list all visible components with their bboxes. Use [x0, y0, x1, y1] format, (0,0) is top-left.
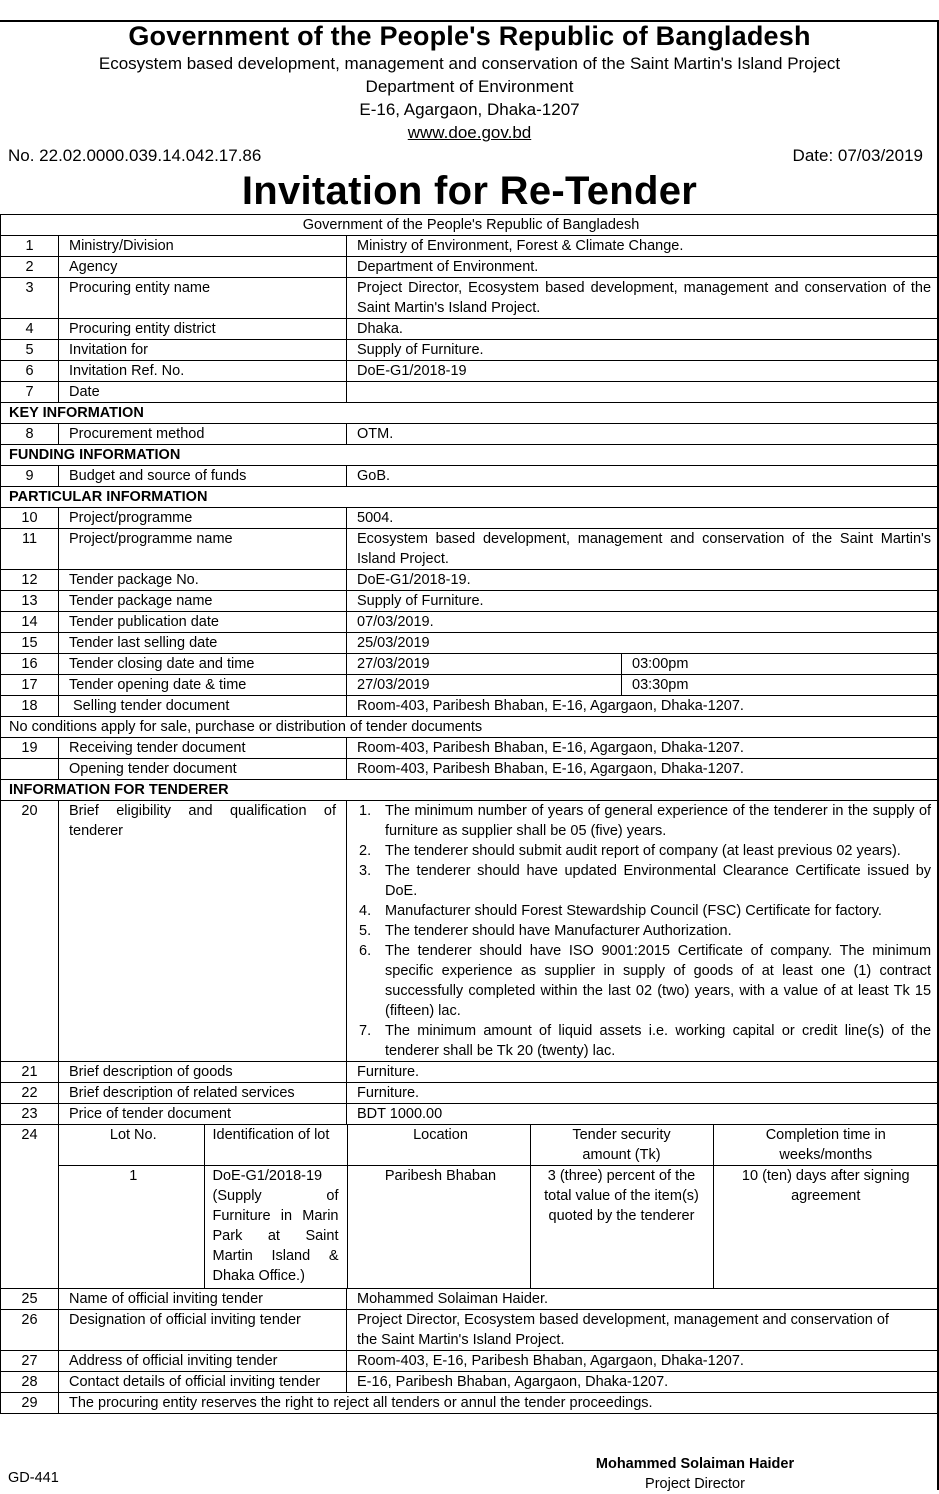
- row-number: 24: [1, 1125, 59, 1289]
- row-number: 20: [1, 801, 59, 1062]
- row-label: Price of tender document: [59, 1104, 347, 1125]
- row-time: 03:30pm: [622, 675, 938, 696]
- letterhead-address: E-16, Agargaon, Dhaka-1207: [359, 100, 580, 119]
- criteria-text: Manufacturer should Forest Stewardship Council (FSC) Certificate for factory.: [385, 903, 882, 919]
- row-value: OTM.: [347, 424, 938, 445]
- lot-completion: 10 (ten) days after signing agreement: [713, 1166, 938, 1288]
- lot-security: 3 (three) percent of the total value of the item(s) quoted by the tenderer: [530, 1166, 713, 1288]
- letterhead-website-link[interactable]: www.doe.gov.bd: [407, 123, 532, 142]
- lot-header-location: Location: [347, 1125, 530, 1166]
- row-number: 19: [1, 738, 59, 759]
- row-number: 6: [1, 361, 59, 382]
- row-value: Department of Environment.: [347, 257, 938, 278]
- row-number: 10: [1, 508, 59, 529]
- row-label: Contact details of official inviting tender: [59, 1371, 347, 1392]
- row-number: 22: [1, 1083, 59, 1104]
- row-number: 2: [1, 257, 59, 278]
- row-value: Furniture.: [347, 1062, 938, 1083]
- reservation-note: The procuring entity reserves the right to reject all tenders or annul the tender proceedings.: [59, 1392, 938, 1413]
- row-label: Name of official inviting tender: [59, 1288, 347, 1309]
- row-label: Tender publication date: [59, 612, 347, 633]
- section-heading-key: KEY INFORMATION: [1, 403, 938, 424]
- signatory-name: Mohammed Solaiman Haider: [595, 1456, 795, 1472]
- row-number: 4: [1, 319, 59, 340]
- row-label: Ministry/Division: [59, 236, 347, 257]
- gd-code: GD-441: [8, 1470, 59, 1486]
- row-value: Project Director, Ecosystem based development, management and conservation of the Saint Martin's Island Project.: [347, 278, 938, 319]
- row-value: 27/03/2019: [347, 654, 622, 675]
- row-label: Tender opening date & time: [59, 675, 347, 696]
- row-value: Supply of Furniture.: [347, 340, 938, 361]
- criteria-text: The minimum number of years of general experience of the tenderer in the supply of furniture as supplier shall be 05 (five) years.: [385, 803, 932, 839]
- row-number: 8: [1, 424, 59, 445]
- row-value: 27/03/2019: [347, 675, 622, 696]
- criteria-text: The tenderer should have ISO 9001:2015 Certificate of company. The minimum specific experience as supplier in supply of goods of at least one (1) contract successfully completed within the last 02 (two) years, with a value of at least Tk 15 (fifteen) lac.: [385, 943, 932, 1019]
- row-label: Procuring entity district: [59, 319, 347, 340]
- row-label: Brief eligibility and qualification of tenderer: [59, 801, 347, 1062]
- criteria-number: 1.: [359, 803, 372, 819]
- row-label: Address of official inviting tender: [59, 1350, 347, 1371]
- row-value: Ministry of Environment, Forest & Climate Change.: [347, 236, 938, 257]
- lot-header-ident: Identification of lot: [204, 1125, 347, 1166]
- criteria-number: 5.: [359, 923, 372, 939]
- row-number: 23: [1, 1104, 59, 1125]
- row-value: E-16, Paribesh Bhaban, Agargaon, Dhaka-1207.: [347, 1371, 938, 1392]
- row-value: Dhaka.: [347, 319, 938, 340]
- section-heading-tenderer: INFORMATION FOR TENDERER: [1, 780, 938, 801]
- row-value: Supply of Furniture.: [347, 591, 938, 612]
- letterhead-title: Government of the People's Republic of Bangladesh: [128, 21, 811, 51]
- signature-block: [560, 1454, 830, 1494]
- row-value: DoE-G1/2018-19.: [347, 570, 938, 591]
- row-label: Opening tender document: [59, 759, 347, 780]
- page-frame: [0, 20, 939, 1490]
- row-value: Furniture.: [347, 1083, 938, 1104]
- row-number: 7: [1, 382, 59, 403]
- reference-number: No. 22.02.0000.039.14.042.17.86: [8, 146, 262, 165]
- row-value: BDT 1000.00: [347, 1104, 938, 1125]
- row-label: Tender last selling date: [59, 633, 347, 654]
- section-heading-funding: FUNDING INFORMATION: [1, 445, 938, 466]
- document-title: Invitation for Re-Tender: [241, 169, 698, 213]
- row-value: Mohammed Solaiman Haider.: [347, 1288, 938, 1309]
- row-number: 21: [1, 1062, 59, 1083]
- row-label: Brief description of related services: [59, 1083, 347, 1104]
- row-value: Project Director, Ecosystem based development, management and conservation of the Saint Martin's Island Project.: [347, 1309, 938, 1350]
- row-value: DoE-G1/2018-19: [347, 361, 938, 382]
- lot-location: Paribesh Bhaban: [347, 1166, 530, 1288]
- row-number: 18: [1, 696, 59, 717]
- row-label: Selling tender document: [59, 696, 347, 717]
- row-number: 25: [1, 1288, 59, 1309]
- row-label: Procuring entity name: [59, 278, 347, 319]
- row-label: Invitation Ref. No.: [59, 361, 347, 382]
- row-number: 1: [1, 236, 59, 257]
- lot-identification: DoE-G1/2018-19 (Supply of Furniture in Marin Park at Saint Martin Island & Dhaka Office.): [204, 1166, 347, 1288]
- row-label: Project/programme name: [59, 529, 347, 570]
- row-label: Date: [59, 382, 347, 403]
- row-label: Designation of official inviting tender: [59, 1309, 347, 1350]
- criteria-number: 3.: [359, 863, 372, 879]
- row-label: Tender closing date and time: [59, 654, 347, 675]
- row-number: 29: [1, 1392, 59, 1413]
- row-number: 28: [1, 1371, 59, 1392]
- row-number: 5: [1, 340, 59, 361]
- row-number: 27: [1, 1350, 59, 1371]
- row-label: Invitation for: [59, 340, 347, 361]
- row-number: 3: [1, 278, 59, 319]
- row-value: 5004.: [347, 508, 938, 529]
- row-label: Agency: [59, 257, 347, 278]
- row-time: 03:00pm: [622, 654, 938, 675]
- row-number: 16: [1, 654, 59, 675]
- row-number: 12: [1, 570, 59, 591]
- row-number: 13: [1, 591, 59, 612]
- lot-number: 1: [59, 1166, 204, 1288]
- letterhead-project: Ecosystem based development, management and conservation of the Saint Martin's Island Project: [98, 54, 841, 73]
- letterhead-department: Department of Environment: [365, 77, 574, 96]
- row-number: 15: [1, 633, 59, 654]
- criteria-number: 6.: [359, 943, 372, 959]
- row-value: Room-403, E-16, Paribesh Bhaban, Agargaon, Dhaka-1207.: [347, 1350, 938, 1371]
- signatory-title: Project Director: [645, 1476, 745, 1492]
- row-value: 25/03/2019: [347, 633, 938, 654]
- criteria-number: 2.: [359, 843, 372, 859]
- no-conditions-note: No conditions apply for sale, purchase or distribution of tender documents: [1, 717, 938, 738]
- row-value: Ecosystem based development, management and conservation of the Saint Martin's Island Project.: [347, 529, 938, 570]
- row-number: 11: [1, 529, 59, 570]
- row-number: 9: [1, 466, 59, 487]
- row-label: Project/programme: [59, 508, 347, 529]
- row-label: Tender package No.: [59, 570, 347, 591]
- row-number: 17: [1, 675, 59, 696]
- row-number: 14: [1, 612, 59, 633]
- table-heading: Government of the People's Republic of Bangladesh: [1, 215, 938, 236]
- row-label: Procurement method: [59, 424, 347, 445]
- row-label: Tender package name: [59, 591, 347, 612]
- row-label: Receiving tender document: [59, 738, 347, 759]
- row-label: Budget and source of funds: [59, 466, 347, 487]
- lot-header-security: Tender security amount (Tk): [530, 1125, 713, 1166]
- row-value: Room-403, Paribesh Bhaban, E-16, Agargaon, Dhaka-1207.: [347, 738, 938, 759]
- lot-header-lot: Lot No.: [59, 1125, 204, 1166]
- criteria-text: The tenderer should have updated Environmental Clearance Certificate issued by DoE.: [385, 863, 932, 899]
- section-heading-particular: PARTICULAR INFORMATION: [1, 487, 938, 508]
- row-value: Room-403, Paribesh Bhaban, E-16, Agargaon, Dhaka-1207.: [347, 759, 938, 780]
- row-value: 07/03/2019.: [347, 612, 938, 633]
- criteria-text: The minimum amount of liquid assets i.e. working capital or credit line(s) of the tenderer shall be Tk 20 (twenty) lac.: [385, 1023, 932, 1059]
- row-value: Room-403, Paribesh Bhaban, E-16, Agargaon, Dhaka-1207.: [347, 696, 938, 717]
- reference-date: Date: 07/03/2019: [792, 146, 923, 165]
- row-value: GoB.: [347, 466, 938, 487]
- criteria-number: 4.: [359, 903, 372, 919]
- lot-header-completion: Completion time in weeks/months: [713, 1125, 938, 1166]
- footer: [0, 1452, 939, 1490]
- criteria-text: The tenderer should have Manufacturer Authorization.: [385, 923, 732, 939]
- row-label: Brief description of goods: [59, 1062, 347, 1083]
- row-number: 26: [1, 1309, 59, 1350]
- criteria-number: 7.: [359, 1023, 372, 1039]
- criteria-text: The tenderer should submit audit report of company (at least previous 02 years).: [385, 843, 901, 859]
